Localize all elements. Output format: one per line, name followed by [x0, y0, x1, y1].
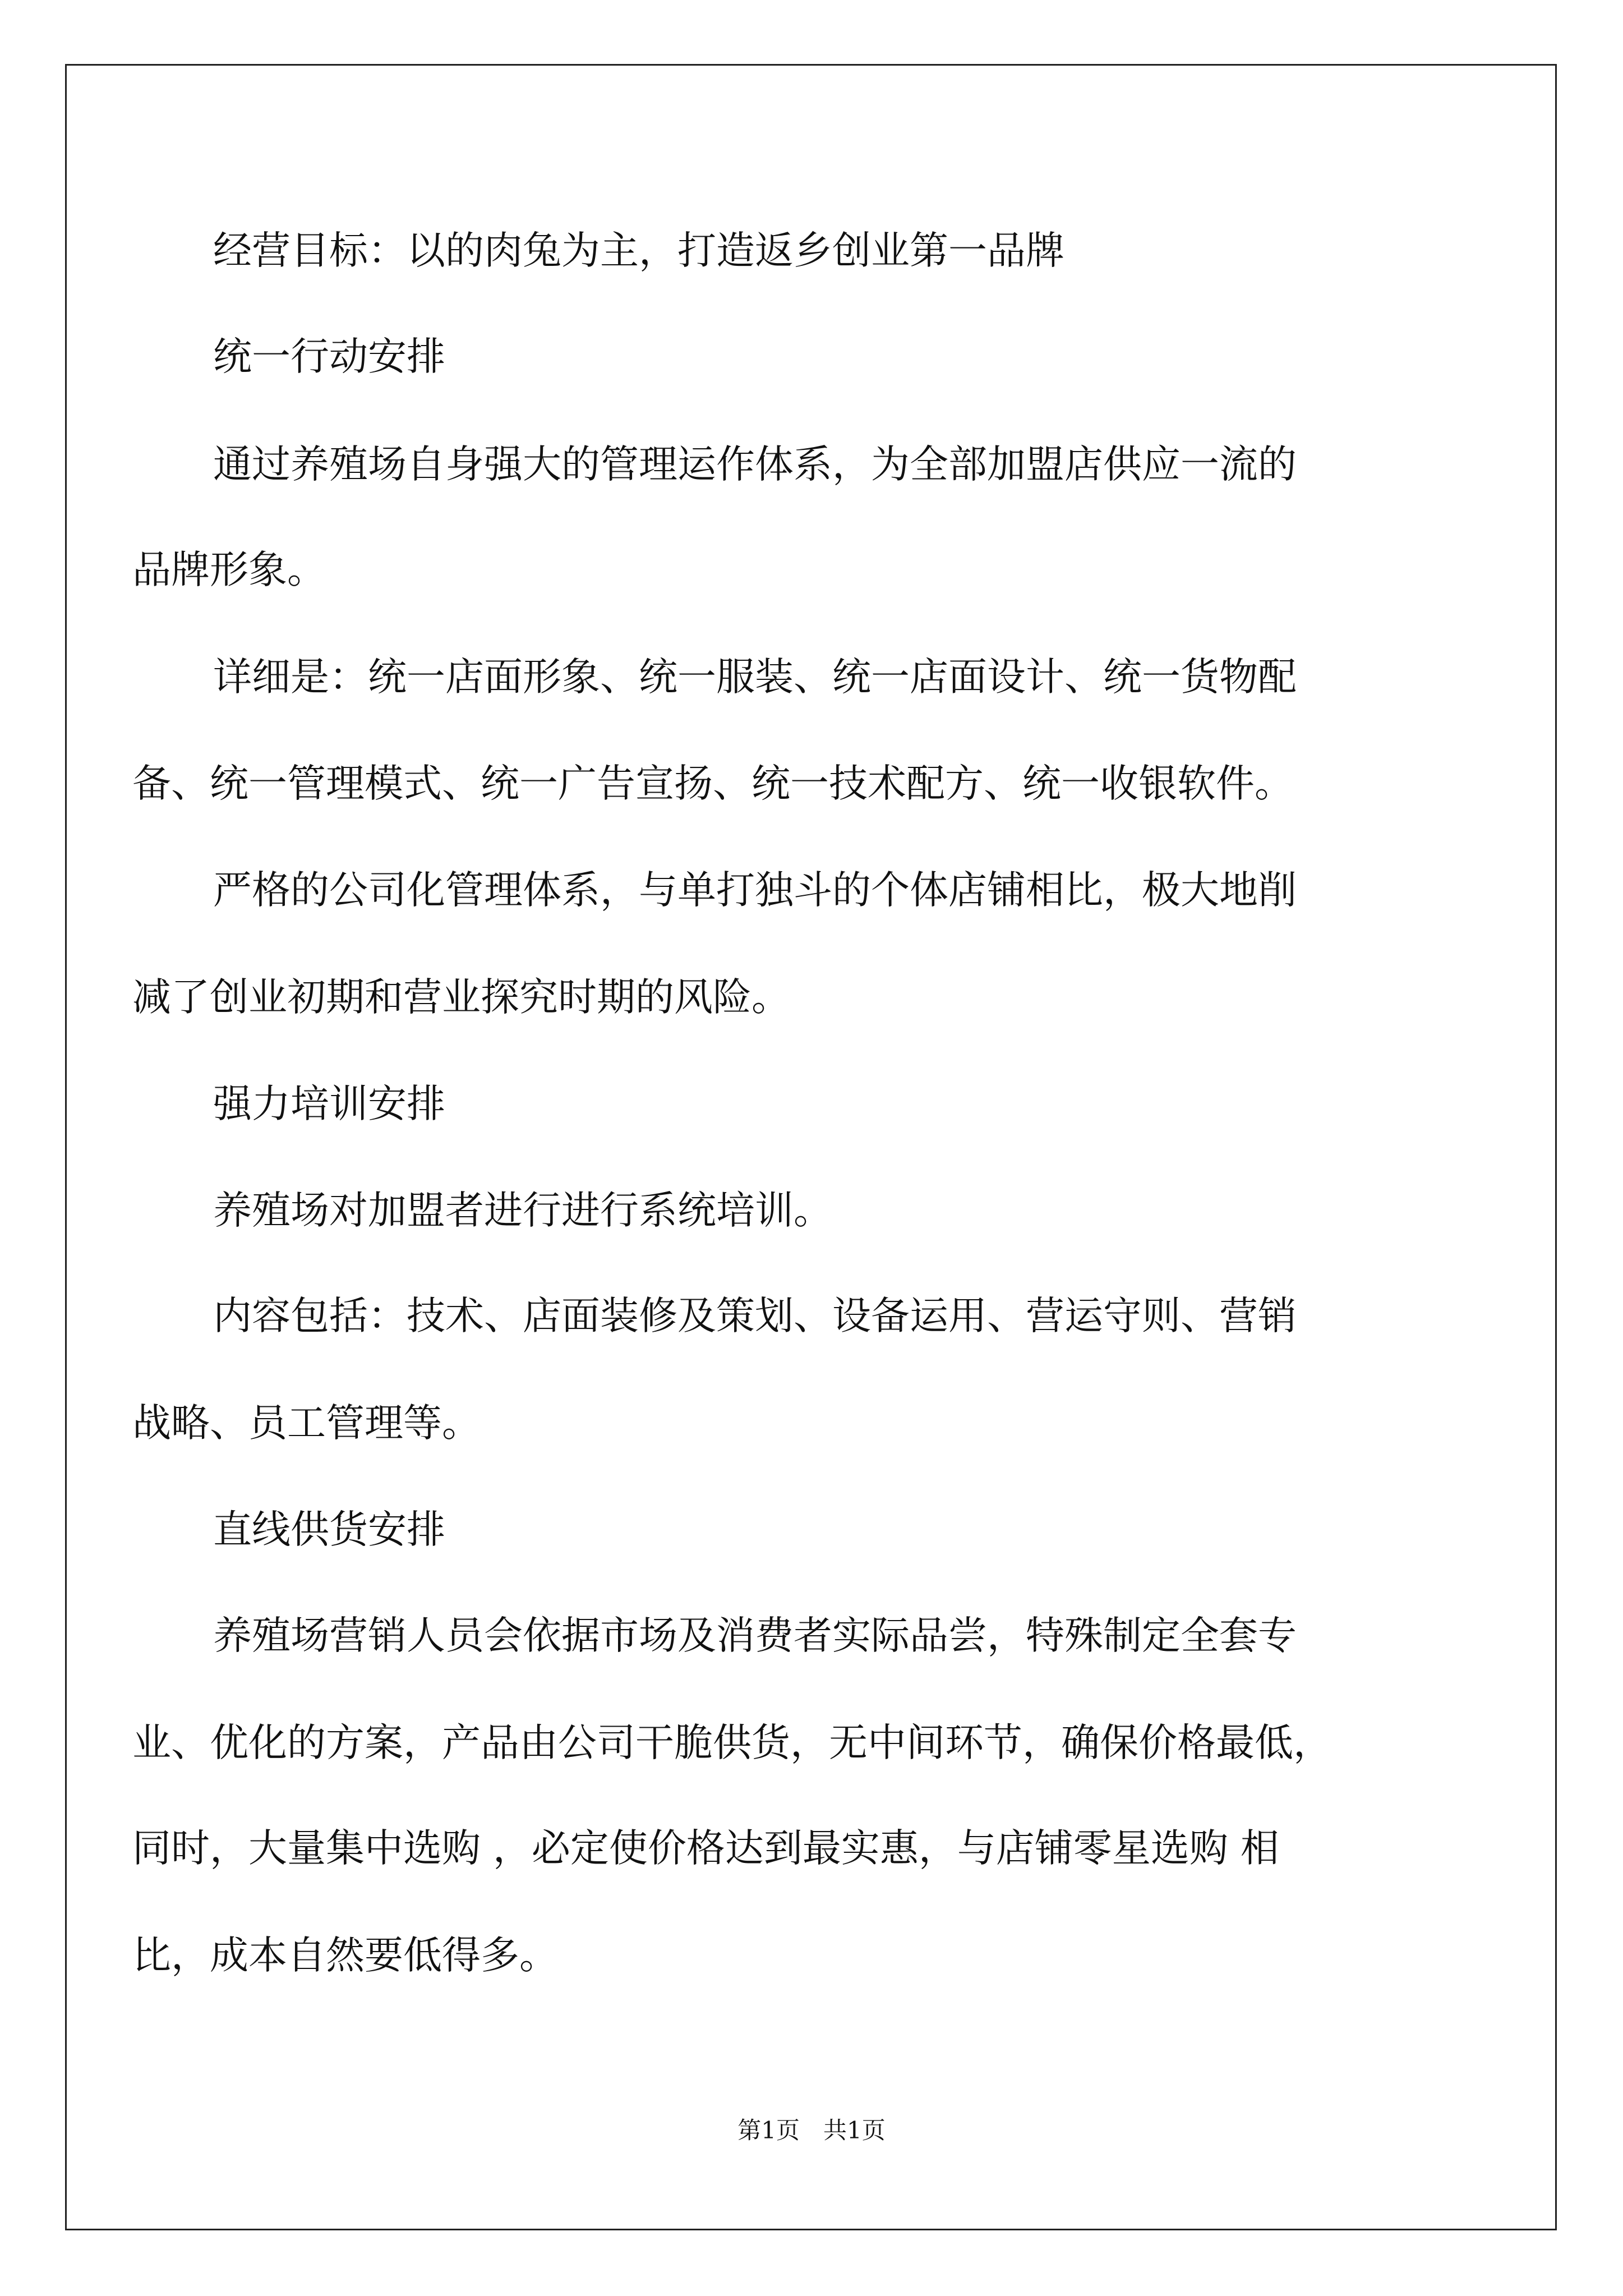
paragraph-line: 比，成本自然要低得多。	[132, 1933, 558, 1978]
paragraph-line: 品牌形象。	[132, 547, 326, 592]
paragraph-line: 通过养殖场自身强大的管理运作体系，为全部加盟店供应一流的	[213, 442, 1297, 487]
page-footer: 第1页 共1页	[737, 2116, 886, 2144]
section-heading: 统一行动安排	[213, 334, 445, 379]
paragraph-line: 减了创业初期和营业探究时期的风险。	[132, 975, 790, 1020]
paragraph-line: 内容包括：技术、店面装修及策划、设备运用、营运守则、营销	[213, 1294, 1297, 1338]
paragraph-line: 备、统一管理模式、统一广告宣扬、统一技术配方、统一收银软件。	[132, 761, 1293, 806]
section-heading: 直线供货安排	[213, 1507, 445, 1552]
section-heading: 强力培训安排	[213, 1082, 445, 1126]
paragraph-line: 同时，大量集中选购 ，必定使价格达到最实惠，与店铺零星选购 相	[132, 1826, 1279, 1871]
paragraph-line: 养殖场对加盟者进行进行系统培训。	[213, 1188, 832, 1233]
paragraph-line: 养殖场营销人员会依据市场及消费者实际品尝，特殊制定全套专	[213, 1613, 1297, 1658]
paragraph-line: 详细是：统一店面形象、统一服装、统一店面设计、统一货物配	[213, 655, 1297, 700]
paragraph-line: 业、优化的方案，产品由公司干脆供货，无中间环节，确保价格最低，	[132, 1720, 1332, 1765]
page-border	[65, 64, 1557, 2230]
paragraph-line: 战略、员工管理等。	[132, 1401, 481, 1446]
paragraph-line: 严格的公司化管理体系，与单打独斗的个体店铺相比，极大地削	[213, 868, 1297, 913]
paragraph-line: 经营目标：以的肉兔为主，打造返乡创业第一品牌	[213, 228, 1064, 273]
